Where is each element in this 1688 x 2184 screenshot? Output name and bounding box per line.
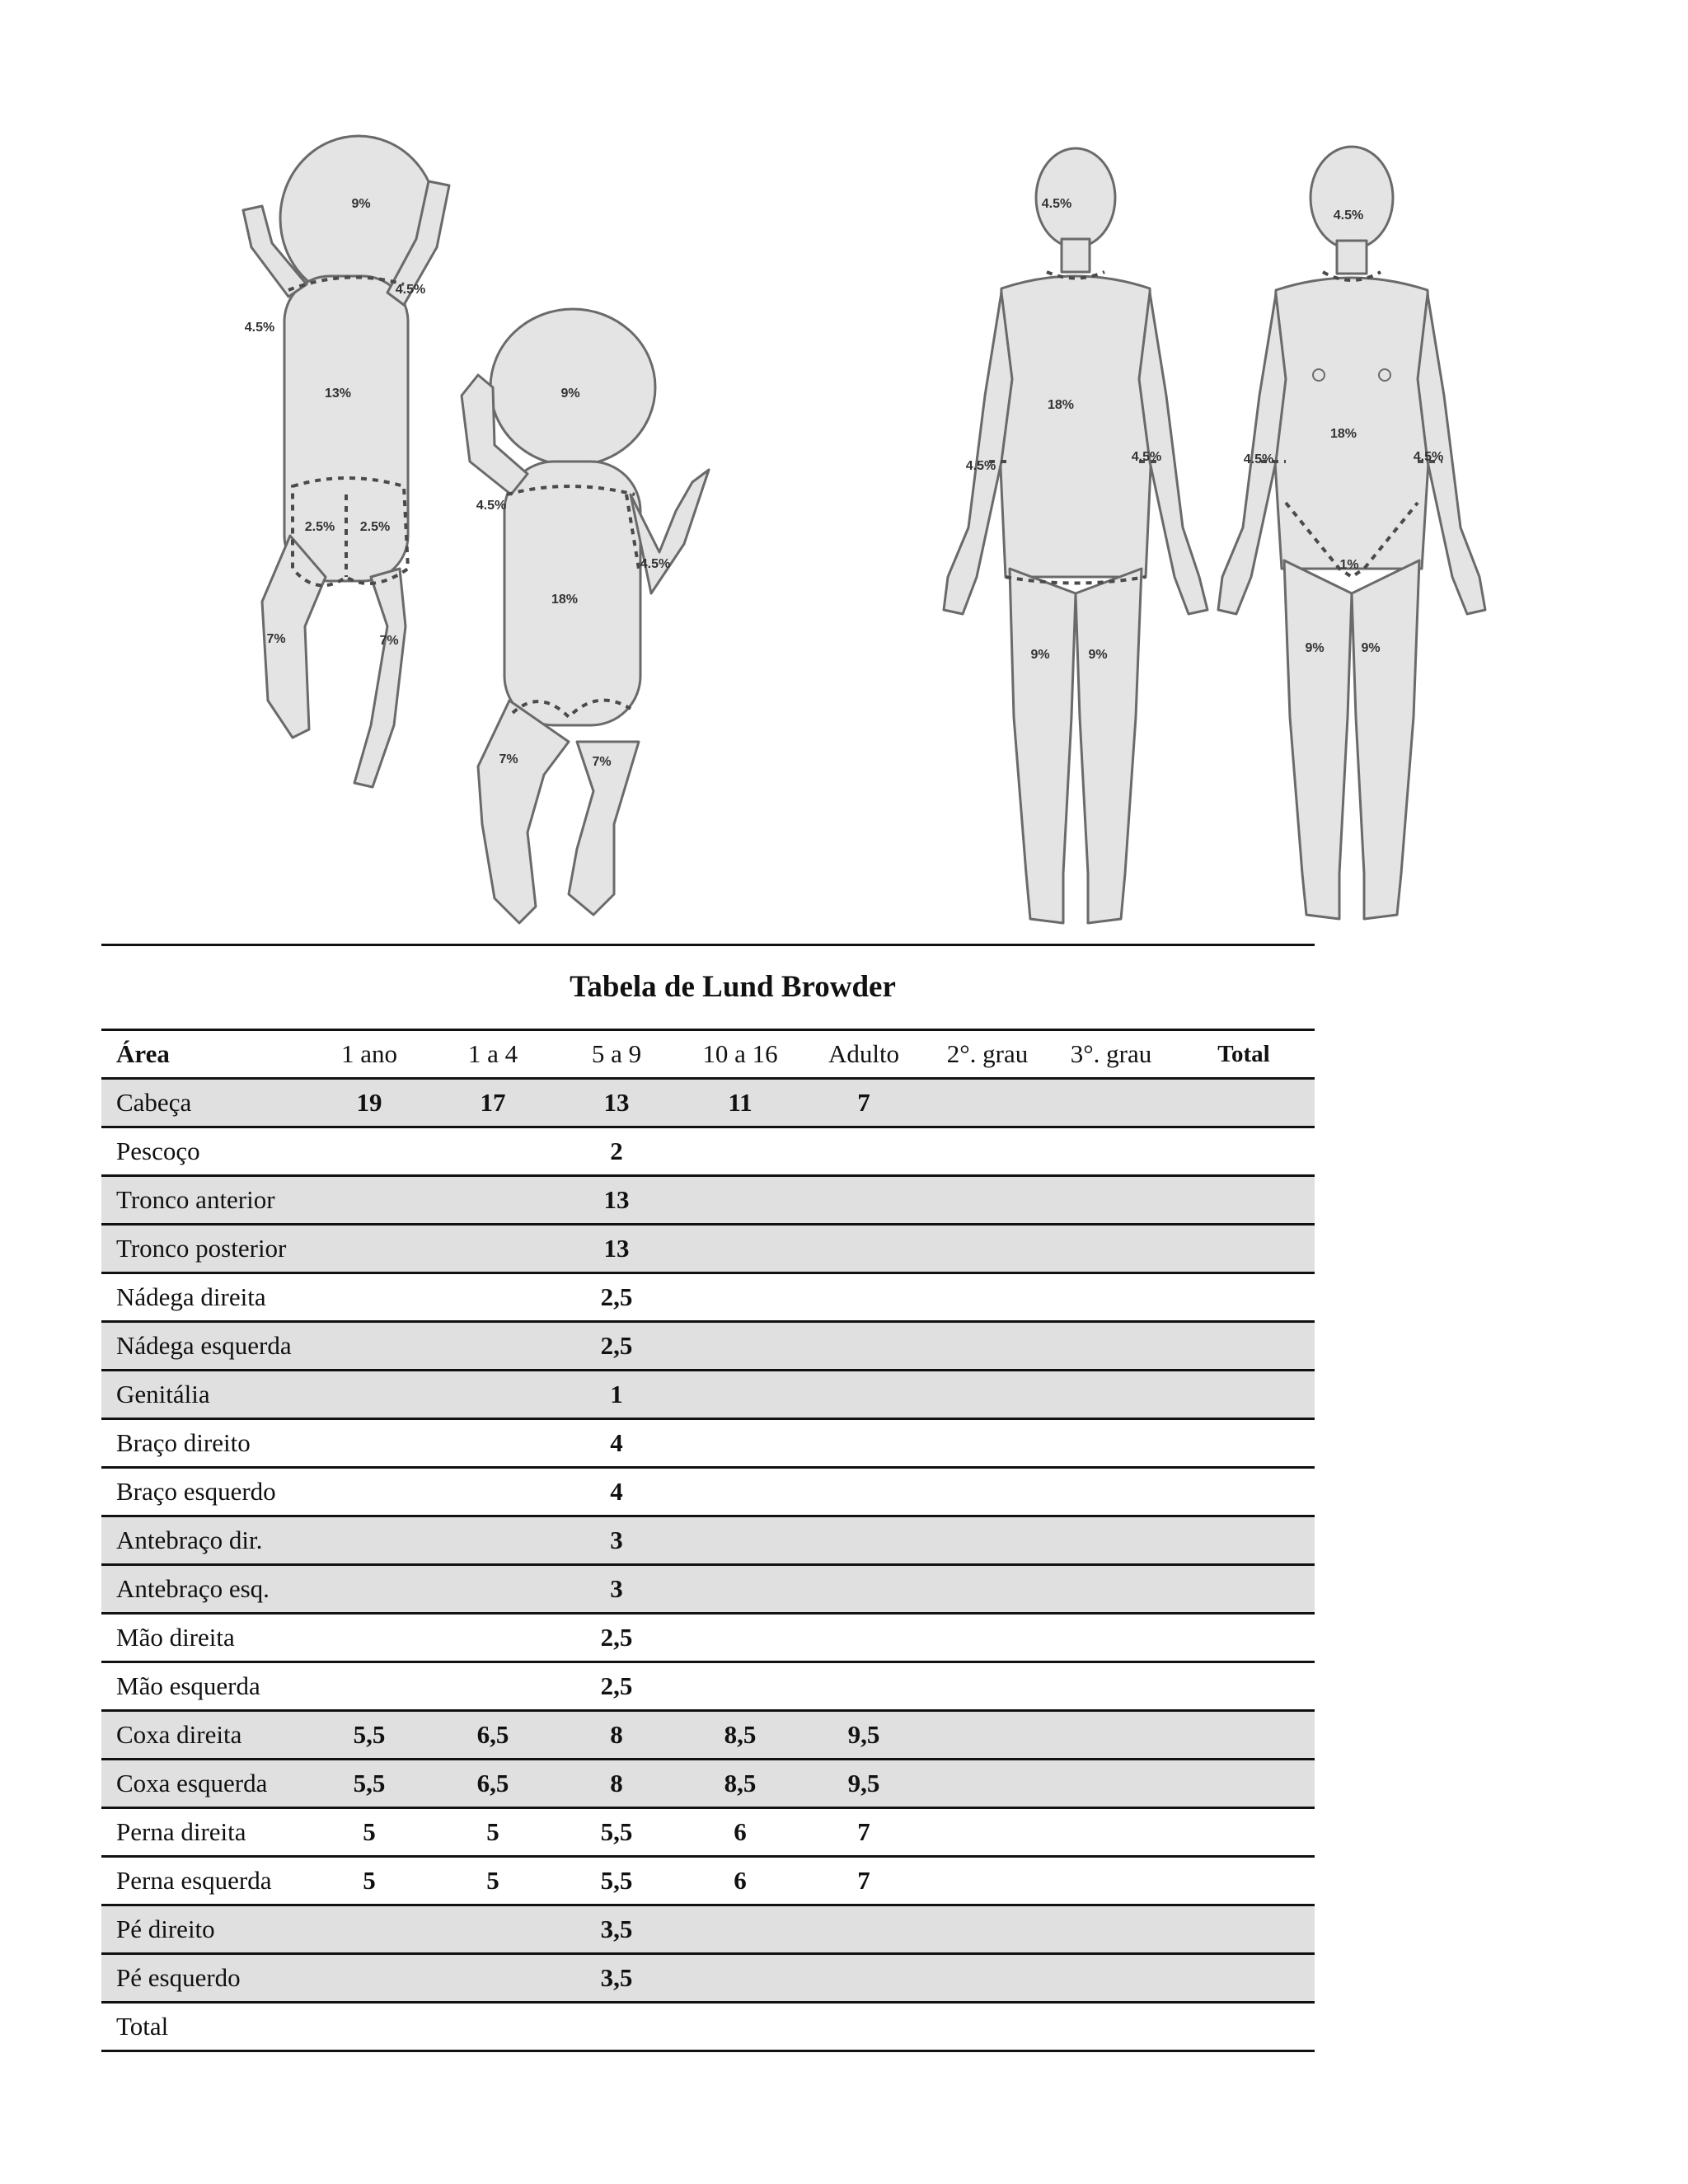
cell-2-grau (926, 1273, 1049, 1322)
infant-back-figure (243, 136, 449, 787)
cell-10-a-16: 8,5 (678, 1711, 802, 1760)
cell-10-a-16 (678, 1905, 802, 1954)
adult-back-arm-label: 4.5% (1131, 450, 1162, 464)
header-total: Total (1173, 1030, 1315, 1079)
cell-total (1173, 1857, 1315, 1905)
cell-adulto (802, 1662, 926, 1711)
cell-area: Braço direito (101, 1419, 307, 1468)
table-row (101, 1127, 1315, 1176)
cell-total (1173, 1419, 1315, 1468)
table-row (101, 1468, 1315, 1516)
cell-1-ano (307, 1614, 431, 1662)
cell-10-a-16 (678, 1322, 802, 1371)
table-row (101, 1273, 1315, 1322)
cell-2-grau (926, 1760, 1049, 1808)
cell-2-grau (926, 1127, 1049, 1176)
cell-1-ano (307, 1127, 431, 1176)
cell-1-ano (307, 1225, 431, 1273)
infant-front-arm-label: 4.5% (640, 557, 671, 571)
cell-1-a-4 (431, 1419, 555, 1468)
infant-front-arm-label: 4.5% (476, 499, 507, 513)
cell-1-a-4 (431, 1954, 555, 2003)
header-2-grau: 2°. grau (926, 1030, 1049, 1079)
header-1-a-4: 1 a 4 (431, 1030, 555, 1079)
cell-total (1173, 1516, 1315, 1565)
cell-1-ano (307, 1565, 431, 1614)
cell-2-grau (926, 1711, 1049, 1760)
cell-adulto (802, 1225, 926, 1273)
cell-1-a-4 (431, 1273, 555, 1322)
cell-2-grau (926, 1662, 1049, 1711)
cell-total (1173, 1662, 1315, 1711)
cell-5-a-9: 2,5 (555, 1614, 678, 1662)
cell-10-a-16 (678, 2003, 802, 2051)
cell-2-grau (926, 1808, 1049, 1857)
cell-1-ano (307, 1419, 431, 1468)
cell-total (1173, 1565, 1315, 1614)
cell-3-grau (1049, 1954, 1173, 2003)
cell-3-grau (1049, 1225, 1173, 1273)
cell-total (1173, 1079, 1315, 1127)
adult-back-trunk-label: 18% (1047, 398, 1075, 412)
table-row (101, 1808, 1315, 1857)
cell-1-a-4 (431, 1468, 555, 1516)
table-row (101, 1954, 1315, 2003)
cell-10-a-16: 11 (678, 1079, 802, 1127)
cell-area: Perna direita (101, 1808, 307, 1857)
cell-total (1173, 1954, 1315, 2003)
cell-2-grau (926, 1322, 1049, 1371)
table-row (101, 1176, 1315, 1225)
cell-2-grau (926, 2003, 1049, 2051)
cell-1-ano (307, 1662, 431, 1711)
cell-total (1173, 1808, 1315, 1857)
cell-5-a-9: 2,5 (555, 1662, 678, 1711)
table-row (101, 1760, 1315, 1808)
cell-10-a-16 (678, 1468, 802, 1516)
infant-back-arm-label: 4.5% (244, 321, 275, 335)
cell-2-grau (926, 1176, 1049, 1225)
cell-total (1173, 1322, 1315, 1371)
cell-5-a-9: 4 (555, 1419, 678, 1468)
cell-1-a-4 (431, 1516, 555, 1565)
cell-1-a-4: 17 (431, 1079, 555, 1127)
cell-adulto: 7 (802, 1857, 926, 1905)
cell-total (1173, 1225, 1315, 1273)
cell-5-a-9: 13 (555, 1079, 678, 1127)
cell-area: Pé direito (101, 1905, 307, 1954)
header-area: Área (101, 1030, 307, 1079)
table-row (101, 2003, 1315, 2051)
cell-3-grau (1049, 2003, 1173, 2051)
table-row (101, 1371, 1315, 1419)
cell-adulto (802, 1516, 926, 1565)
cell-10-a-16 (678, 1273, 802, 1322)
header-adulto: Adulto (802, 1030, 926, 1079)
table-row (101, 1322, 1315, 1371)
table-header-row (101, 1030, 1315, 1079)
cell-10-a-16: 8,5 (678, 1760, 802, 1808)
cell-1-ano (307, 1516, 431, 1565)
cell-area: Coxa esquerda (101, 1760, 307, 1808)
table-row (101, 1565, 1315, 1614)
table-row (101, 1079, 1315, 1127)
cell-1-ano (307, 1273, 431, 1322)
cell-adulto (802, 2003, 926, 2051)
infant-back-arm-label: 4.5% (395, 283, 426, 297)
cell-adulto (802, 1176, 926, 1225)
cell-1-ano (307, 1176, 431, 1225)
infant-front-leg-label: 7% (499, 752, 518, 766)
table-row (101, 1857, 1315, 1905)
cell-total (1173, 1273, 1315, 1322)
cell-1-ano (307, 1322, 431, 1371)
cell-adulto: 9,5 (802, 1760, 926, 1808)
cell-3-grau (1049, 1468, 1173, 1516)
cell-adulto (802, 1565, 926, 1614)
adult-front-leg-label: 9% (1361, 641, 1381, 655)
adult-back-figure (944, 148, 1207, 923)
infant-back-leg-label: 7% (379, 634, 399, 648)
cell-1-a-4 (431, 1565, 555, 1614)
cell-total (1173, 1760, 1315, 1808)
infant-back-head-label: 9% (351, 197, 371, 211)
cell-adulto (802, 1419, 926, 1468)
table-row (101, 1711, 1315, 1760)
cell-1-ano: 5,5 (307, 1711, 431, 1760)
lund-browder-table (101, 1029, 1315, 2052)
table-body (101, 1079, 1315, 2051)
infant-back-buttock-label: 2.5% (359, 520, 391, 534)
cell-adulto (802, 1954, 926, 2003)
cell-3-grau (1049, 1565, 1173, 1614)
cell-adulto (802, 1273, 926, 1322)
cell-5-a-9: 13 (555, 1225, 678, 1273)
header-10-a-16: 10 a 16 (678, 1030, 802, 1079)
table-row (101, 1225, 1315, 1273)
adult-back-leg-label: 9% (1030, 648, 1050, 662)
cell-10-a-16 (678, 1419, 802, 1468)
cell-3-grau (1049, 1711, 1173, 1760)
cell-area: Perna esquerda (101, 1857, 307, 1905)
cell-3-grau (1049, 1760, 1173, 1808)
cell-5-a-9: 1 (555, 1371, 678, 1419)
cell-3-grau (1049, 1371, 1173, 1419)
adult-front-trunk-label: 18% (1329, 427, 1357, 441)
cell-10-a-16 (678, 1371, 802, 1419)
cell-area: Tronco anterior (101, 1176, 307, 1225)
cell-10-a-16 (678, 1614, 802, 1662)
cell-1-ano (307, 1371, 431, 1419)
cell-2-grau (926, 1565, 1049, 1614)
cell-2-grau (926, 1419, 1049, 1468)
body-diagrams (0, 0, 1688, 948)
cell-adulto (802, 1905, 926, 1954)
cell-1-a-4: 6,5 (431, 1760, 555, 1808)
cell-10-a-16 (678, 1127, 802, 1176)
cell-1-a-4 (431, 1225, 555, 1273)
cell-3-grau (1049, 1322, 1173, 1371)
adult-front-head-label: 4.5% (1333, 209, 1364, 223)
cell-10-a-16 (678, 1662, 802, 1711)
cell-5-a-9: 8 (555, 1760, 678, 1808)
cell-area: Antebraço dir. (101, 1516, 307, 1565)
cell-area: Genitália (101, 1371, 307, 1419)
cell-adulto (802, 1468, 926, 1516)
cell-area: Antebraço esq. (101, 1565, 307, 1614)
cell-10-a-16 (678, 1565, 802, 1614)
cell-area: Mão esquerda (101, 1662, 307, 1711)
infant-front-head-label: 9% (560, 387, 580, 401)
cell-2-grau (926, 1225, 1049, 1273)
cell-3-grau (1049, 1079, 1173, 1127)
cell-adulto (802, 1127, 926, 1176)
cell-total (1173, 1614, 1315, 1662)
cell-3-grau (1049, 1614, 1173, 1662)
infant-back-buttock-label: 2.5% (304, 520, 335, 534)
cell-1-a-4: 6,5 (431, 1711, 555, 1760)
cell-5-a-9 (555, 2003, 678, 2051)
cell-1-a-4 (431, 1371, 555, 1419)
cell-1-a-4 (431, 1662, 555, 1711)
infant-front-leg-label: 7% (592, 755, 612, 769)
cell-5-a-9: 3,5 (555, 1954, 678, 2003)
table-row (101, 1614, 1315, 1662)
body-silhouettes (0, 0, 1688, 948)
cell-adulto (802, 1614, 926, 1662)
cell-1-a-4 (431, 1614, 555, 1662)
cell-area: Nádega esquerda (101, 1322, 307, 1371)
cell-total (1173, 2003, 1315, 2051)
cell-2-grau (926, 1857, 1049, 1905)
cell-1-ano (307, 1905, 431, 1954)
table-row (101, 1419, 1315, 1468)
cell-10-a-16 (678, 1516, 802, 1565)
cell-2-grau (926, 1614, 1049, 1662)
cell-1-ano: 5 (307, 1808, 431, 1857)
cell-10-a-16 (678, 1954, 802, 2003)
cell-area: Nádega direita (101, 1273, 307, 1322)
cell-1-a-4 (431, 1322, 555, 1371)
cell-area: Pescoço (101, 1127, 307, 1176)
cell-5-a-9: 2 (555, 1127, 678, 1176)
cell-total (1173, 1176, 1315, 1225)
cell-3-grau (1049, 1808, 1173, 1857)
cell-total (1173, 1127, 1315, 1176)
cell-10-a-16 (678, 1225, 802, 1273)
cell-2-grau (926, 1905, 1049, 1954)
cell-5-a-9: 13 (555, 1176, 678, 1225)
table-row (101, 1516, 1315, 1565)
adult-front-leg-label: 9% (1305, 641, 1325, 655)
cell-total (1173, 1905, 1315, 1954)
cell-5-a-9: 2,5 (555, 1273, 678, 1322)
header-1-ano: 1 ano (307, 1030, 431, 1079)
cell-1-ano: 5 (307, 1857, 431, 1905)
adult-front-arm-label: 4.5% (1243, 452, 1274, 466)
cell-1-a-4: 5 (431, 1857, 555, 1905)
cell-2-grau (926, 1371, 1049, 1419)
cell-area: Cabeça (101, 1079, 307, 1127)
cell-1-a-4 (431, 1176, 555, 1225)
cell-5-a-9: 3 (555, 1565, 678, 1614)
cell-adulto: 9,5 (802, 1711, 926, 1760)
adult-front-figure (1218, 147, 1485, 919)
cell-area: Tronco posterior (101, 1225, 307, 1273)
header-3-grau: 3°. grau (1049, 1030, 1173, 1079)
cell-1-ano (307, 2003, 431, 2051)
cell-1-a-4 (431, 1127, 555, 1176)
infant-back-trunk-label: 13% (324, 387, 352, 401)
table-title: Tabela de Lund Browder (570, 970, 896, 1004)
infant-back-leg-label: 7% (266, 632, 286, 646)
cell-area: Total (101, 2003, 307, 2051)
adult-back-head-label: 4.5% (1041, 197, 1072, 211)
table-row (101, 1662, 1315, 1711)
cell-3-grau (1049, 1419, 1173, 1468)
cell-5-a-9: 2,5 (555, 1322, 678, 1371)
cell-adulto (802, 1322, 926, 1371)
cell-1-ano (307, 1954, 431, 2003)
adult-back-leg-label: 9% (1088, 648, 1108, 662)
cell-10-a-16 (678, 1176, 802, 1225)
cell-1-a-4 (431, 2003, 555, 2051)
cell-3-grau (1049, 1857, 1173, 1905)
cell-1-a-4: 5 (431, 1808, 555, 1857)
cell-3-grau (1049, 1905, 1173, 1954)
cell-3-grau (1049, 1662, 1173, 1711)
cell-2-grau (926, 1468, 1049, 1516)
cell-1-a-4 (431, 1905, 555, 1954)
cell-3-grau (1049, 1516, 1173, 1565)
cell-1-ano: 5,5 (307, 1760, 431, 1808)
adult-front-genital-label: 1% (1339, 558, 1359, 572)
cell-2-grau (926, 1954, 1049, 2003)
cell-total (1173, 1468, 1315, 1516)
header-5-a-9: 5 a 9 (555, 1030, 678, 1079)
cell-total (1173, 1711, 1315, 1760)
infant-front-figure (462, 309, 709, 923)
cell-5-a-9: 3 (555, 1516, 678, 1565)
cell-3-grau (1049, 1127, 1173, 1176)
cell-area: Pé esquerdo (101, 1954, 307, 2003)
cell-5-a-9: 8 (555, 1711, 678, 1760)
table-row (101, 1905, 1315, 1954)
cell-5-a-9: 5,5 (555, 1857, 678, 1905)
cell-10-a-16: 6 (678, 1857, 802, 1905)
cell-5-a-9: 4 (555, 1468, 678, 1516)
cell-10-a-16: 6 (678, 1808, 802, 1857)
cell-3-grau (1049, 1273, 1173, 1322)
cell-1-ano (307, 1468, 431, 1516)
adult-front-arm-label: 4.5% (1413, 450, 1444, 464)
cell-adulto: 7 (802, 1808, 926, 1857)
cell-1-ano: 19 (307, 1079, 431, 1127)
cell-5-a-9: 5,5 (555, 1808, 678, 1857)
cell-2-grau (926, 1516, 1049, 1565)
cell-area: Mão direita (101, 1614, 307, 1662)
cell-adulto: 7 (802, 1079, 926, 1127)
lund-browder-table-block (101, 944, 1315, 2052)
cell-3-grau (1049, 1176, 1173, 1225)
cell-total (1173, 1371, 1315, 1419)
cell-area: Coxa direita (101, 1711, 307, 1760)
cell-2-grau (926, 1079, 1049, 1127)
cell-adulto (802, 1371, 926, 1419)
cell-area: Braço esquerdo (101, 1468, 307, 1516)
adult-back-arm-label: 4.5% (965, 459, 996, 473)
cell-5-a-9: 3,5 (555, 1905, 678, 1954)
infant-front-trunk-label: 18% (551, 593, 579, 607)
